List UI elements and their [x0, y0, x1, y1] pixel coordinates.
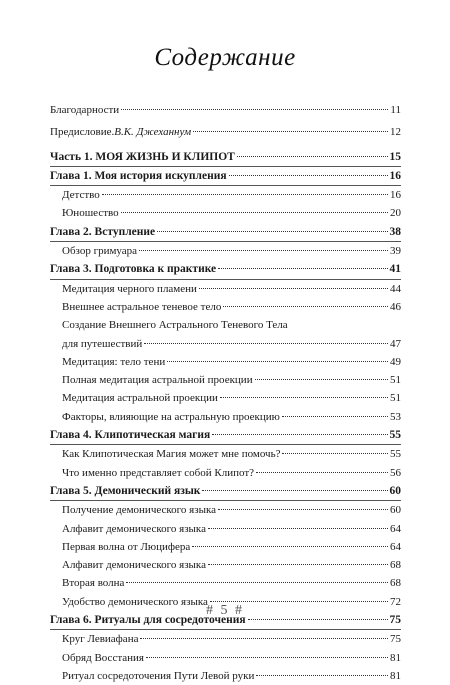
- toc-entry-label: Алфавит демонического языка: [62, 559, 206, 572]
- dot-leader: [157, 231, 387, 232]
- toc-entry-label: для путешествий: [62, 337, 143, 350]
- toc-entry-label: Глава 1. Моя история искупления: [50, 169, 227, 182]
- toc-entry-label: Глава 2. Вступление: [50, 225, 156, 238]
- toc-entry-label: Детство: [62, 189, 100, 202]
- toc-entry-sub: [50, 445, 401, 463]
- toc-entry-label: Вторая волна: [62, 577, 125, 590]
- dot-leader: [282, 416, 388, 417]
- toc-entry-label: Обряд Восстания: [62, 651, 144, 664]
- toc-entry-label: Получение демонического языка: [62, 504, 217, 517]
- toc-entry-sub: [50, 353, 401, 371]
- toc-entry-page: 44: [390, 282, 401, 295]
- toc-entry-label: Создание Внешнего Астрального Теневого Тела: [62, 319, 288, 332]
- dot-leader: [121, 212, 388, 213]
- toc-entry-label: Ритуал сосредоточения Пути Левой руки: [62, 669, 255, 682]
- toc-entry-page: 53: [390, 410, 401, 423]
- toc-entry-sub: [50, 186, 401, 204]
- toc-entry-sub: [50, 242, 401, 260]
- toc-entry-label: Алфавит демонического языка: [62, 522, 206, 535]
- dot-leader: [218, 268, 387, 269]
- toc-entry-label: Глава 3. Подготовка к практике: [50, 263, 217, 276]
- toc-entry-label: Часть 1. МОЯ ЖИЗНЬ И КЛИПОТ: [50, 150, 235, 163]
- toc-entry-label: Предисловие.: [50, 126, 115, 139]
- toc-entry-label: Глава 6. Ритуалы для сосредоточения: [50, 614, 246, 627]
- toc-entry-sub: [50, 464, 401, 482]
- toc-entry-page: 60: [389, 484, 401, 497]
- dot-leader: [121, 109, 388, 110]
- toc-entry-page: 16: [389, 169, 401, 182]
- toc-entry-page: 55: [389, 429, 401, 442]
- toc-entry-sub: [50, 280, 401, 298]
- dot-leader: [192, 546, 388, 547]
- toc-entry-page: 39: [390, 245, 401, 258]
- dot-leader: [218, 509, 388, 510]
- toc-entry-label: Медитация астральной проекции: [62, 392, 218, 405]
- toc-entry-sub: [50, 556, 401, 574]
- toc-entry-label: Медитация черного пламени: [62, 282, 197, 295]
- toc-entry-front: [50, 101, 401, 119]
- toc-entry-sub: [50, 335, 401, 353]
- toc-entry-sub: [50, 298, 401, 316]
- toc-entry-chapter: [50, 426, 401, 444]
- toc-entry-sub: [50, 389, 401, 407]
- toc-entry-label: Что именно представляет собой Клипот?: [62, 466, 255, 479]
- toc-entry-sub: [50, 574, 401, 592]
- table-of-contents: [50, 101, 401, 685]
- dot-leader: [208, 528, 388, 529]
- toc-entry-page: 51: [390, 374, 401, 387]
- dot-leader: [212, 434, 387, 435]
- toc-entry-label: Факторы, влияющие на астральную проекцию: [62, 410, 280, 423]
- toc-entry-page: 81: [390, 651, 401, 664]
- toc-entry-page: 68: [390, 577, 401, 590]
- toc-entry-sub-cont: [50, 316, 401, 334]
- dot-leader: [199, 288, 388, 289]
- toc-entry-label: Глава 4. Клипотическая магия: [50, 429, 211, 442]
- dot-leader: [256, 675, 388, 676]
- dot-leader: [208, 564, 388, 565]
- toc-entry-label: Полная медитация астральной проекции: [62, 374, 253, 387]
- toc-entry-sub: [50, 630, 401, 648]
- dot-leader: [210, 601, 388, 602]
- toc-entry-chapter: [50, 260, 401, 278]
- toc-entry-part: [50, 148, 401, 166]
- toc-entry-sub: [50, 371, 401, 389]
- page-title: Содержание: [154, 44, 296, 71]
- toc-entry-sub: [50, 204, 401, 222]
- toc-entry-page: 64: [390, 522, 401, 535]
- toc-entry-page: 75: [390, 633, 401, 646]
- toc-entry-page: 47: [390, 337, 401, 350]
- toc-entry-chapter: [50, 223, 401, 241]
- toc-entry-page: 41: [389, 263, 401, 276]
- toc-entry-page: 16: [390, 189, 401, 202]
- dot-leader: [237, 156, 388, 157]
- toc-entry-label: Юношество: [62, 207, 119, 220]
- toc-entry-label: Удобство демонического языка: [62, 595, 208, 608]
- toc-entry-sub: [50, 501, 401, 519]
- toc-entry-page: 60: [390, 504, 401, 517]
- toc-entry-page: 15: [389, 150, 401, 163]
- dot-leader: [139, 250, 388, 251]
- toc-entry-label: Круг Левиафана: [62, 633, 139, 646]
- dot-leader: [167, 361, 388, 362]
- toc-entry-label: Медитация: тело тени: [62, 355, 166, 368]
- toc-entry-page: 81: [390, 669, 401, 682]
- dot-leader: [256, 472, 388, 473]
- toc-entry-chapter: [50, 167, 401, 185]
- toc-entry-sub: [50, 538, 401, 556]
- toc-entry-page: 56: [390, 466, 401, 479]
- toc-entry-label: Как Клипотическая Магия может мне помочь?: [62, 448, 281, 461]
- toc-entry-sub: [50, 649, 401, 667]
- dot-leader: [220, 397, 388, 398]
- toc-entry-label: Глава 5. Демонический язык: [50, 484, 201, 497]
- toc-entry-sub: [50, 520, 401, 538]
- toc-entry-sub: [50, 667, 401, 685]
- toc-entry-page: 20: [390, 207, 401, 220]
- dot-leader: [229, 175, 388, 176]
- toc-entry-front: [50, 123, 401, 141]
- toc-entry-sub: [50, 408, 401, 426]
- dot-leader: [223, 306, 388, 307]
- toc-entry-label: Внешнее астральное теневое тело: [62, 300, 222, 313]
- dot-leader: [102, 194, 388, 195]
- toc-entry-page: 51: [390, 392, 401, 405]
- toc-entry-label: Первая волна от Люцифера: [62, 540, 191, 553]
- toc-entry-page: 46: [390, 300, 401, 313]
- dot-leader: [248, 619, 388, 620]
- page-number: # 5 #: [206, 603, 244, 618]
- dot-leader: [126, 582, 388, 583]
- dot-leader: [255, 379, 388, 380]
- dot-leader: [144, 343, 388, 344]
- dot-leader: [193, 131, 388, 132]
- toc-entry-page: 11: [390, 104, 401, 116]
- toc-entry-chapter: [50, 482, 401, 500]
- dot-leader: [282, 453, 388, 454]
- toc-entry-label: Благодарности: [50, 104, 120, 116]
- toc-entry-page: 38: [389, 225, 401, 238]
- toc-entry-label: Обзор гримуара: [62, 245, 138, 258]
- toc-entry-page: 12: [390, 126, 401, 139]
- toc-entry-page: 55: [390, 448, 401, 461]
- toc-entry-page: 49: [390, 355, 401, 368]
- dot-leader: [146, 657, 388, 658]
- toc-entry-page: 72: [390, 595, 401, 608]
- toc-entry-page: 75: [389, 614, 401, 627]
- toc-entry-page: 68: [390, 559, 401, 572]
- toc-entry-page: 64: [390, 540, 401, 553]
- toc-entry-author: В.К. Джеханнум: [114, 126, 192, 139]
- dot-leader: [202, 490, 387, 491]
